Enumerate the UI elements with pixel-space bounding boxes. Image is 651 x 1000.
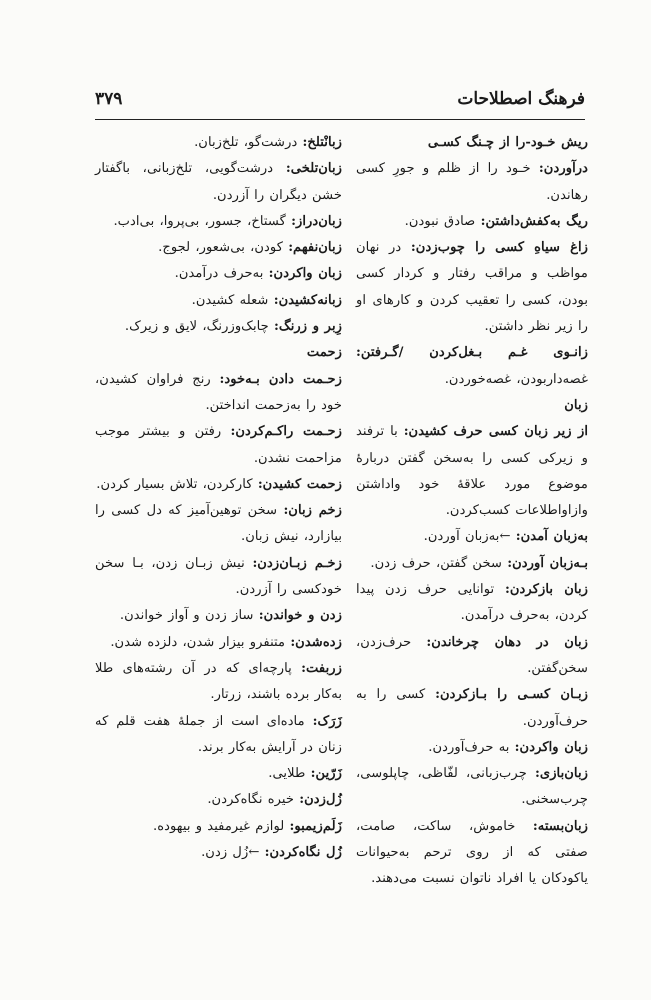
page-title: فرهنگ اصطلاحات bbox=[457, 89, 585, 109]
entry-definition: چرب‌زبانی، لفّاظی، چاپلوسی، چرب‌سخنی. bbox=[356, 766, 588, 808]
entry-term: زبان‌تلخی: bbox=[285, 161, 342, 177]
entry-term: زربفت: bbox=[301, 660, 342, 676]
entry-term: زحـمت دادن بـه‌خود: bbox=[219, 371, 342, 387]
dictionary-entry bbox=[356, 340, 588, 393]
dictionary-entry bbox=[356, 419, 588, 524]
entry-definition: به‌حرف درآمدن. bbox=[174, 266, 264, 282]
dictionary-entry bbox=[356, 761, 588, 814]
entry-definition: درشت‌گو، تلخ‌زبان. bbox=[194, 135, 298, 150]
dictionary-entry bbox=[95, 156, 342, 209]
section-heading bbox=[356, 393, 588, 419]
entry-term: زانـوی غـم بـغل‌کردن /گـرفتن: bbox=[356, 345, 588, 361]
dictionary-entry bbox=[95, 498, 342, 551]
dictionary-entry bbox=[95, 551, 342, 604]
entry-definition: طلایی. bbox=[268, 766, 306, 782]
entry-definition: شعله کشیدن. bbox=[191, 292, 269, 308]
entry-term: زبانه‌کشیدن: bbox=[273, 292, 342, 308]
dictionary-entry bbox=[95, 840, 342, 866]
entry-definition: ←به‌زبان آوردن. bbox=[423, 529, 511, 545]
section-heading-text: زبان bbox=[564, 397, 588, 413]
entry-term: زحمت کشیدن: bbox=[257, 476, 342, 492]
entry-term: از زیر زبان کسی حرف کشیدن: bbox=[403, 424, 588, 440]
dictionary-entry bbox=[95, 472, 342, 498]
entry-term: زحـمت راکـم‌کردن: bbox=[230, 424, 342, 440]
dictionary-entry bbox=[95, 656, 342, 709]
page-header bbox=[95, 89, 585, 120]
entry-term: زبان‌دراز: bbox=[291, 213, 342, 229]
entry-term: زبان‌بسته: bbox=[532, 818, 588, 834]
entry-term: زبان‌بازی: bbox=[535, 766, 588, 782]
entry-term: زُل‌زدن: bbox=[299, 792, 342, 808]
dictionary-entry bbox=[356, 130, 588, 156]
entry-definition: چابک‌وزرنگ، لایق و زیرک. bbox=[124, 319, 269, 335]
entry-term: زُل نگاه‌کردن: bbox=[264, 845, 342, 861]
entry-definition: ←زُل زدن. bbox=[201, 845, 260, 861]
entry-term: زخم زبان: bbox=[283, 503, 342, 519]
entry-term: ریش خـود-را از چـنگ کسـی bbox=[427, 135, 588, 150]
left-column bbox=[95, 130, 342, 866]
entry-definition: ماده‌ای است از جملهٔ هفت قلم که زنان در آرایش به‌کار برند. bbox=[95, 713, 342, 755]
entry-term: زبان واکردن: bbox=[268, 266, 342, 282]
entry-term: زبانْتلخ: bbox=[302, 135, 342, 150]
entry-definition: رفتن و بیشتر موجب مزاحمت نشدن. bbox=[95, 424, 342, 466]
dictionary-entry bbox=[95, 814, 342, 840]
entry-definition: کارکردن، تلاش بسیار کردن. bbox=[96, 476, 253, 492]
entry-term: زبـان کسـی را بـازکردن: bbox=[435, 687, 588, 703]
entry-term: زخـم زبـان‌زدن: bbox=[252, 555, 342, 571]
page-number: ۳۷۹ bbox=[95, 89, 123, 109]
entry-definition: توانایی حرف زدن پیدا کردن، به‌حرف درآمدن. bbox=[356, 582, 588, 624]
entry-term: زبان‌نفهم: bbox=[288, 240, 342, 256]
dictionary-entry bbox=[356, 630, 588, 683]
entry-definition: سخن توهین‌آمیز که دل کسی را بیازارد، نیش زبان. bbox=[95, 503, 342, 545]
entry-definition: ساز زدن و آواز خواندن. bbox=[119, 608, 254, 624]
dictionary-entry bbox=[356, 524, 588, 550]
dictionary-entry bbox=[95, 288, 342, 314]
right-column bbox=[356, 130, 588, 893]
entry-definition: کسی را به حرف‌آوردن. bbox=[356, 687, 588, 729]
entry-term: زبان واکردن: bbox=[514, 739, 588, 755]
entry-definition: به حرف‌آوردن. bbox=[428, 739, 510, 755]
entry-definition: خیره نگاه‌کردن. bbox=[207, 792, 295, 808]
dictionary-entry bbox=[95, 130, 342, 156]
section-heading bbox=[95, 340, 342, 366]
dictionary-entry bbox=[95, 419, 342, 472]
entry-term: ریگ به‌کفش‌داشتن: bbox=[480, 213, 588, 229]
dictionary-entry bbox=[356, 682, 588, 735]
dictionary-entry bbox=[95, 761, 342, 787]
dictionary-entry bbox=[95, 209, 342, 235]
entry-term: زَرّین: bbox=[310, 766, 342, 782]
dictionary-entry bbox=[95, 787, 342, 813]
entry-definition: نیش زبـان زدن، بـا سخن خودکسی را آزردن. bbox=[95, 555, 342, 598]
entry-term: زِبر و زرنگ: bbox=[274, 319, 342, 335]
entry-definition: خـود را از ظلم و جورِ کسی رهاندن. bbox=[356, 161, 588, 203]
entry-term: به‌زبان آمدن: bbox=[515, 529, 588, 545]
entry-term: زدن و خواندن: bbox=[258, 608, 342, 624]
entry-definition: با ترفند و زیرکی کسی را به‌سخن گفتن دربارهٔ موضوع مورد علاقهٔ خود واداشتن وازاواطلاعات کسب‌کردن. bbox=[356, 424, 588, 519]
dictionary-entry bbox=[95, 709, 342, 762]
dictionary-entry bbox=[95, 367, 342, 420]
section-heading-text: زحمت bbox=[306, 345, 342, 361]
entry-term: درآوردن: bbox=[538, 161, 588, 177]
dictionary-entry bbox=[356, 577, 588, 630]
dictionary-entry bbox=[356, 209, 588, 235]
entry-definition: در نهان مواظب و مراقب رفتار و کردار کسی بودن، کسی را تعقیب کردن و کارهای او را زیر نظر داشتن. bbox=[356, 240, 588, 335]
entry-term: زَرَک: bbox=[312, 713, 342, 729]
entry-definition: درشت‌گویی، تلخ‌زبانی، باگفتار خشن دیگران را آزردن. bbox=[95, 161, 342, 203]
entry-definition: متنفرو بیزار شدن، دلزده شدن. bbox=[110, 634, 286, 650]
entry-definition: پارچه‌ای که در آن رشته‌های طلا به‌کار برده باشند، زرتار. bbox=[95, 660, 342, 703]
entry-definition: گستاخ، جسور، بی‌پروا، بی‌ادب. bbox=[113, 213, 286, 229]
entry-definition: غصه‌داربودن، غصه‌خوردن. bbox=[444, 371, 588, 387]
entry-term: زده‌شدن: bbox=[290, 634, 342, 650]
dictionary-entry bbox=[356, 814, 588, 893]
entry-term: زَلَم‌زیمبو: bbox=[289, 818, 342, 834]
dictionary-entry bbox=[95, 261, 342, 287]
entry-definition: کودن، بی‌شعور، لجوج. bbox=[158, 240, 283, 256]
entry-term: بـه‌زبان آوردن: bbox=[507, 555, 588, 571]
dictionary-entry bbox=[95, 630, 342, 656]
entry-term: زبان بازکردن: bbox=[505, 582, 588, 598]
dictionary-entry bbox=[356, 735, 588, 761]
entry-definition: خاموش، ساکت، صامت، صفتی که از روی ترحم به‌حیوانات یاکودکان یا افراد ناتوان نسبت می‌دهند. bbox=[356, 818, 588, 887]
dictionary-entry bbox=[95, 603, 342, 629]
entry-definition: سخن گفتن، حرف زدن. bbox=[370, 555, 503, 571]
entry-definition: رنج فراوان کشیدن، خود را به‌زحمت انداختن. bbox=[95, 371, 342, 413]
dictionary-entry bbox=[356, 235, 588, 340]
entry-definition: لوازم غیرمفید و بیهوده. bbox=[153, 818, 285, 834]
entry-definition: حرف‌زدن، سخن‌گفتن. bbox=[356, 634, 588, 676]
dictionary-entry bbox=[356, 551, 588, 577]
dictionary-entry bbox=[95, 235, 342, 261]
entry-term: زاغ سیاهِ کسی را چوب‌زدن: bbox=[410, 240, 588, 256]
entry-definition: صادق نبودن. bbox=[404, 213, 476, 229]
dictionary-entry bbox=[95, 314, 342, 340]
dictionary-entry bbox=[356, 156, 588, 209]
entry-term: زبان در دهان چرخاندن: bbox=[426, 634, 589, 650]
